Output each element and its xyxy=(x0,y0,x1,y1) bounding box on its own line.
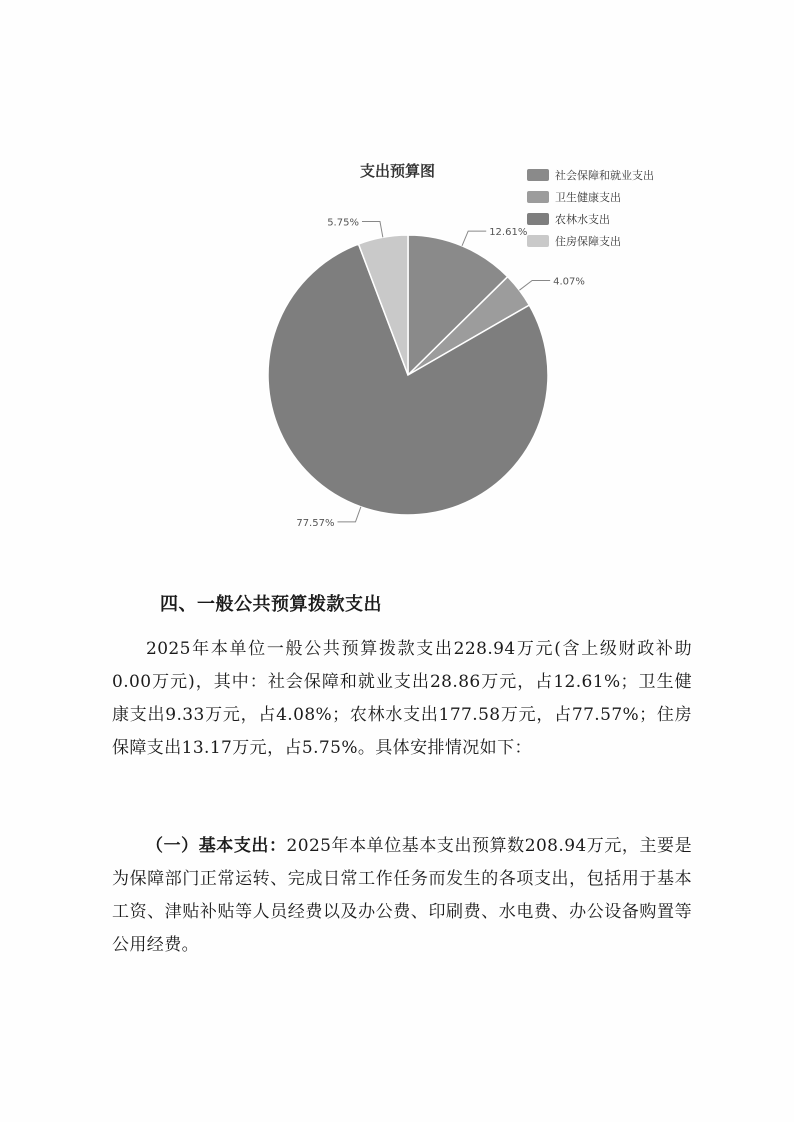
section-heading: 四、一般公共预算拨款支出 xyxy=(160,594,382,615)
pie-leader-line-3 xyxy=(362,222,383,238)
pie-slice-label-2: 77.57% xyxy=(296,517,335,529)
legend-item-0 xyxy=(527,164,654,186)
paragraph-allocation-summary: 2025年本单位一般公共预算拨款支出228.94万元(含上级财政补助0.00万元)，其中：社会保障和就业支出28.86万元，占12.61%；卫生健康支出9.33万元，占4.08%；农林水支出177.58万元，占77.57%；住房保障支出13.17万元，占5.75%。具体安排情况如下： xyxy=(112,639,692,758)
legend-item-3 xyxy=(527,230,654,252)
pie-slice-label-0: 12.61% xyxy=(489,227,528,239)
pie-leader-line-1 xyxy=(519,281,550,291)
legend-swatch-2 xyxy=(527,213,549,225)
chart-legend xyxy=(527,164,654,252)
paragraph-basic-expenditure-text: 2025年本单位基本支出预算数208.94万元，主要是为保障部门正常运转、完成日常工作任务而发生的各项支出，包括用于基本工资、津贴补贴等人员经费以及办公费、印刷费、水电费、办公设备购置等公用经费。 xyxy=(112,836,693,955)
legend-item-1 xyxy=(527,186,654,208)
legend-item-2 xyxy=(527,208,654,230)
paragraph-basic-expenditure xyxy=(112,830,692,962)
legend-label-1: 卫生健康支出 xyxy=(555,191,621,204)
sub-heading-basic-expenditure: （一）基本支出： xyxy=(146,836,287,856)
legend-label-0: 社会保障和就业支出 xyxy=(555,169,654,182)
expenditure-pie-chart xyxy=(200,150,680,530)
chart-title: 支出预算图 xyxy=(360,162,436,180)
pie-leader-line-0 xyxy=(462,231,486,246)
pie-slice-label-3: 5.75% xyxy=(327,217,359,229)
legend-swatch-1 xyxy=(527,191,549,203)
pie-leader-line-2 xyxy=(337,507,360,522)
legend-swatch-3 xyxy=(527,235,549,247)
legend-label-2: 农林水支出 xyxy=(555,213,610,226)
pie-slice-label-1: 4.07% xyxy=(553,276,585,288)
legend-swatch-0 xyxy=(527,169,549,181)
legend-label-3: 住房保障支出 xyxy=(555,235,621,248)
